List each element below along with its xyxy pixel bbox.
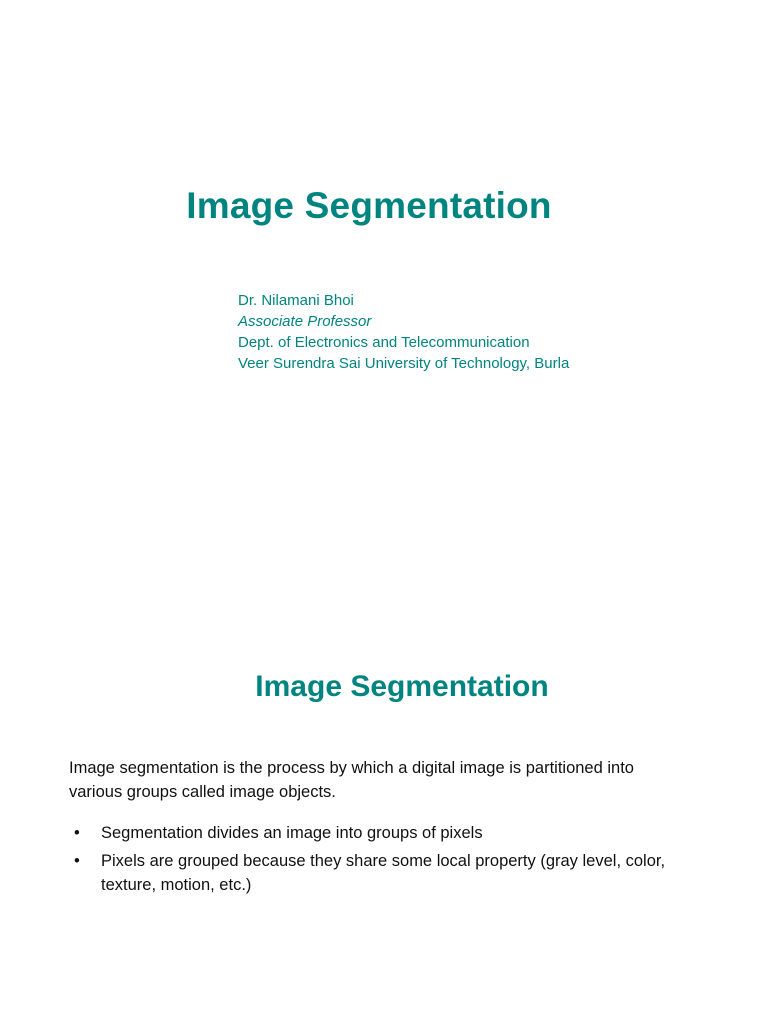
author-university: Veer Surendra Sai University of Technology, Burla [238, 355, 570, 372]
slide-heading: Image Segmentation [255, 670, 549, 703]
content-slide [0, 620, 768, 1024]
bullet-text: Pixels are grouped because they share some local property (gray level, color, texture, motion, etc.) [101, 852, 666, 894]
bullet-icon: • [74, 824, 80, 842]
author-name: Dr. Nilamani Bhoi [238, 292, 354, 309]
list-item [69, 821, 689, 845]
bullet-icon: • [74, 852, 80, 870]
intro-paragraph: Image segmentation is the process by which a digital image is partitioned into various groups called image objects. [69, 759, 634, 801]
author-block [238, 290, 569, 374]
author-role: Associate Professor [238, 313, 372, 330]
bullet-text: Segmentation divides an image into groups of pixels [101, 824, 483, 842]
author-department: Dept. of Electronics and Telecommunication [238, 334, 530, 351]
bullet-list [69, 821, 689, 901]
list-item [69, 849, 689, 897]
slide-title: Image Segmentation [186, 185, 552, 226]
